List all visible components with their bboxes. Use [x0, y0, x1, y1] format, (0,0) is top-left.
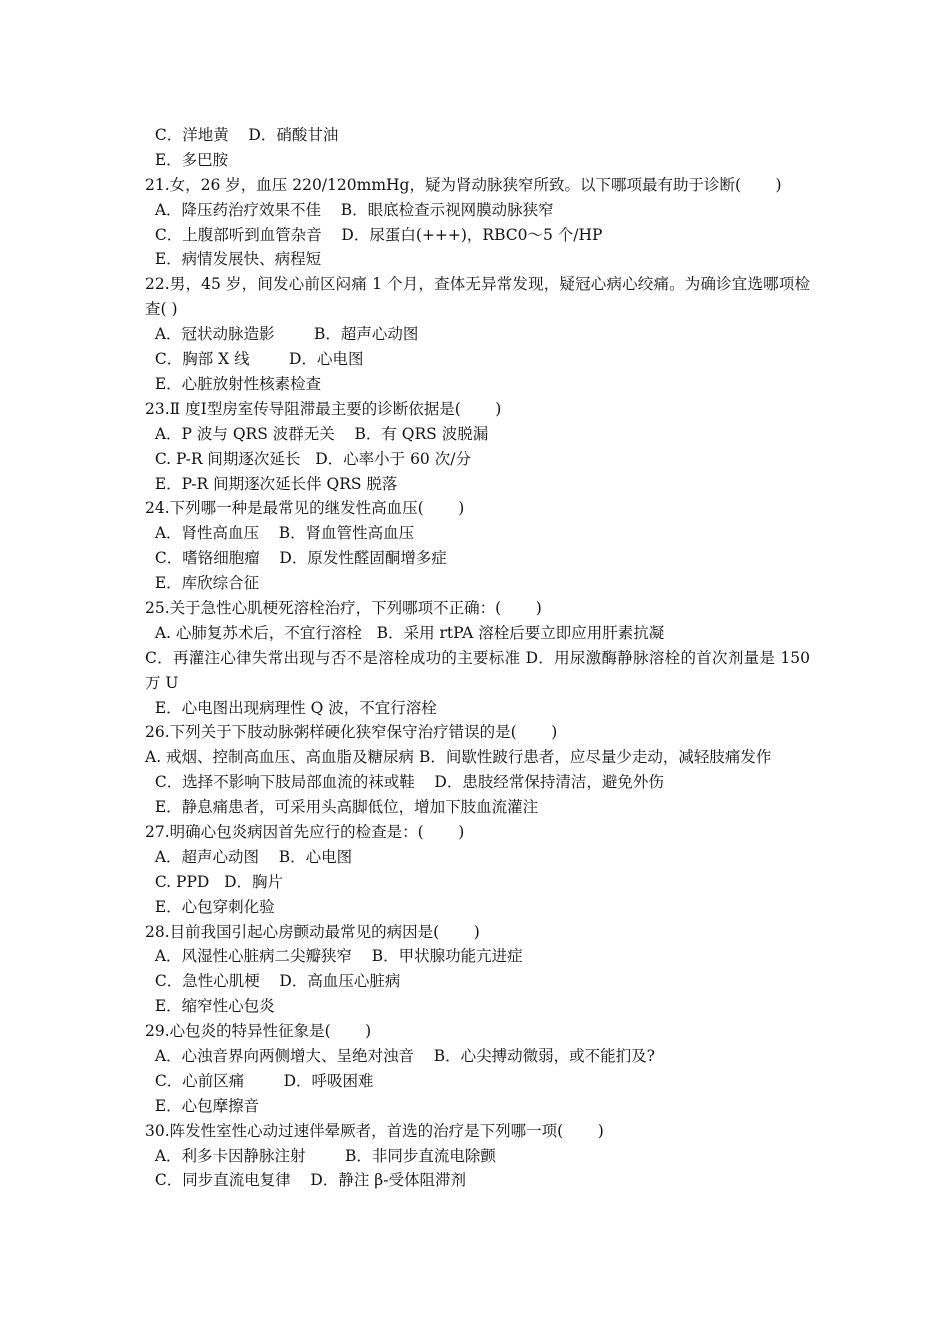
- answer-options: E．心电图出现病理性 Q 波，不宜行溶栓: [145, 698, 437, 717]
- answer-options: C．选择不影响下肢局部血流的袜或鞋 D．患肢经常保持清洁，避免外伤: [145, 773, 664, 792]
- answer-options: E．P-R 间期逐次延长伴 QRS 脱落: [145, 474, 398, 493]
- question-stem: 28.目前我国引起心房颤动最常见的病因是( ): [145, 922, 480, 941]
- answer-options: A．肾性高血压 B．肾血管性高血压: [145, 524, 415, 543]
- question-stem: 23.Ⅱ 度Ⅰ型房室传导阻滞最主要的诊断依据是( ): [145, 399, 502, 418]
- answer-options: A. 心肺复苏术后，不宜行溶栓 B．采用 rtPA 溶栓后要立即应用肝素抗凝: [145, 623, 665, 642]
- answer-options: E．病情发展快、病程短: [145, 250, 322, 269]
- question-stem: 21.女，26 岁，血压 220/120mmHg，疑为肾动脉狭窄所致。以下哪项最有助于诊断( ): [145, 175, 782, 194]
- answer-options: E．心脏放射性核素检查: [145, 374, 322, 393]
- answer-options: A. 戒烟、控制高血压、高血脂及糖尿病 B．间歇性跛行患者，应尽量少走动，减轻肢痛发作: [145, 748, 772, 767]
- answer-options: E．心包摩擦音: [145, 1096, 260, 1115]
- answer-options: E．缩窄性心包炎: [145, 997, 275, 1016]
- answer-options: C．胸部 X 线 D．心电图: [145, 350, 364, 369]
- answer-options: C．上腹部听到血管杂音 D．尿蛋白(+++)，RBC0～5 个/HP: [145, 225, 603, 244]
- answer-options: C. PPD D．胸片: [145, 872, 284, 891]
- answer-options: E．多巴胺: [145, 150, 229, 169]
- question-stem: 24.下列哪一种是最常见的继发性高血压( ): [145, 499, 465, 518]
- answer-options: E．静息痛患者，可采用头高脚低位，增加下肢血流灌注: [145, 798, 539, 817]
- question-stem: 29.心包炎的特异性征象是( ): [145, 1022, 372, 1041]
- question-stem: 26.下列关于下肢动脉粥样硬化狭窄保守治疗错误的是( ): [145, 723, 558, 742]
- answer-options: A．风湿性心脏病二尖瓣狭窄 B．甲状腺功能亢进症: [145, 947, 523, 966]
- answer-options: A．冠状动脉造影 B．超声心动图: [145, 325, 419, 344]
- answer-options: C．再灌注心律失常出现与否不是溶栓成功的主要标准 D．用尿激酶静脉溶栓的首次剂量是 150 万 U: [145, 648, 810, 692]
- answer-options: C．同步直流电复律 D．静注 β-受体阻滞剂: [145, 1171, 466, 1190]
- answer-options: A．P 波与 QRS 波群无关 B．有 QRS 波脱漏: [145, 424, 489, 443]
- answer-options: C．洋地黄 D．硝酸甘油: [145, 126, 339, 144]
- question-list: [145, 123, 810, 1193]
- question-stem: 27.明确心包炎病因首先应行的检查是：( ): [145, 823, 465, 842]
- answer-options: A．降压药治疗效果不佳 B．眼底检查示视网膜动脉狭窄: [145, 200, 554, 219]
- answer-options: A．超声心动图 B．心电图: [145, 847, 353, 866]
- question-stem: 22.男，45 岁，间发心前区闷痛 1 个月，查体无异常发现，疑冠心病心绞痛。为确诊宜选哪项检查( ): [145, 275, 810, 319]
- answer-options: E．心包穿刺化验: [145, 897, 275, 916]
- answer-options: C．嗜铬细胞瘤 D．原发性醛固酮增多症: [145, 549, 447, 568]
- question-stem: 25.关于急性心肌梗死溶栓治疗，下列哪项不正确：( ): [145, 598, 542, 617]
- answer-options: C．急性心肌梗 D．高血压心脏病: [145, 972, 401, 991]
- answer-options: C. P-R 间期逐次延长 D．心率小于 60 次/分: [145, 449, 471, 468]
- answer-options: E．库欣综合征: [145, 574, 260, 593]
- question-stem: 30.阵发性室性心动过速伴晕厥者，首选的治疗是下列哪一项( ): [145, 1121, 604, 1140]
- answer-options: C．心前区痛 D．呼吸困难: [145, 1071, 374, 1090]
- answer-options: A．利多卡因静脉注射 B．非同步直流电除颤: [145, 1146, 496, 1165]
- answer-options: A．心浊音界向两侧增大、呈绝对浊音 B．心尖搏动微弱，或不能扪及?: [145, 1047, 655, 1066]
